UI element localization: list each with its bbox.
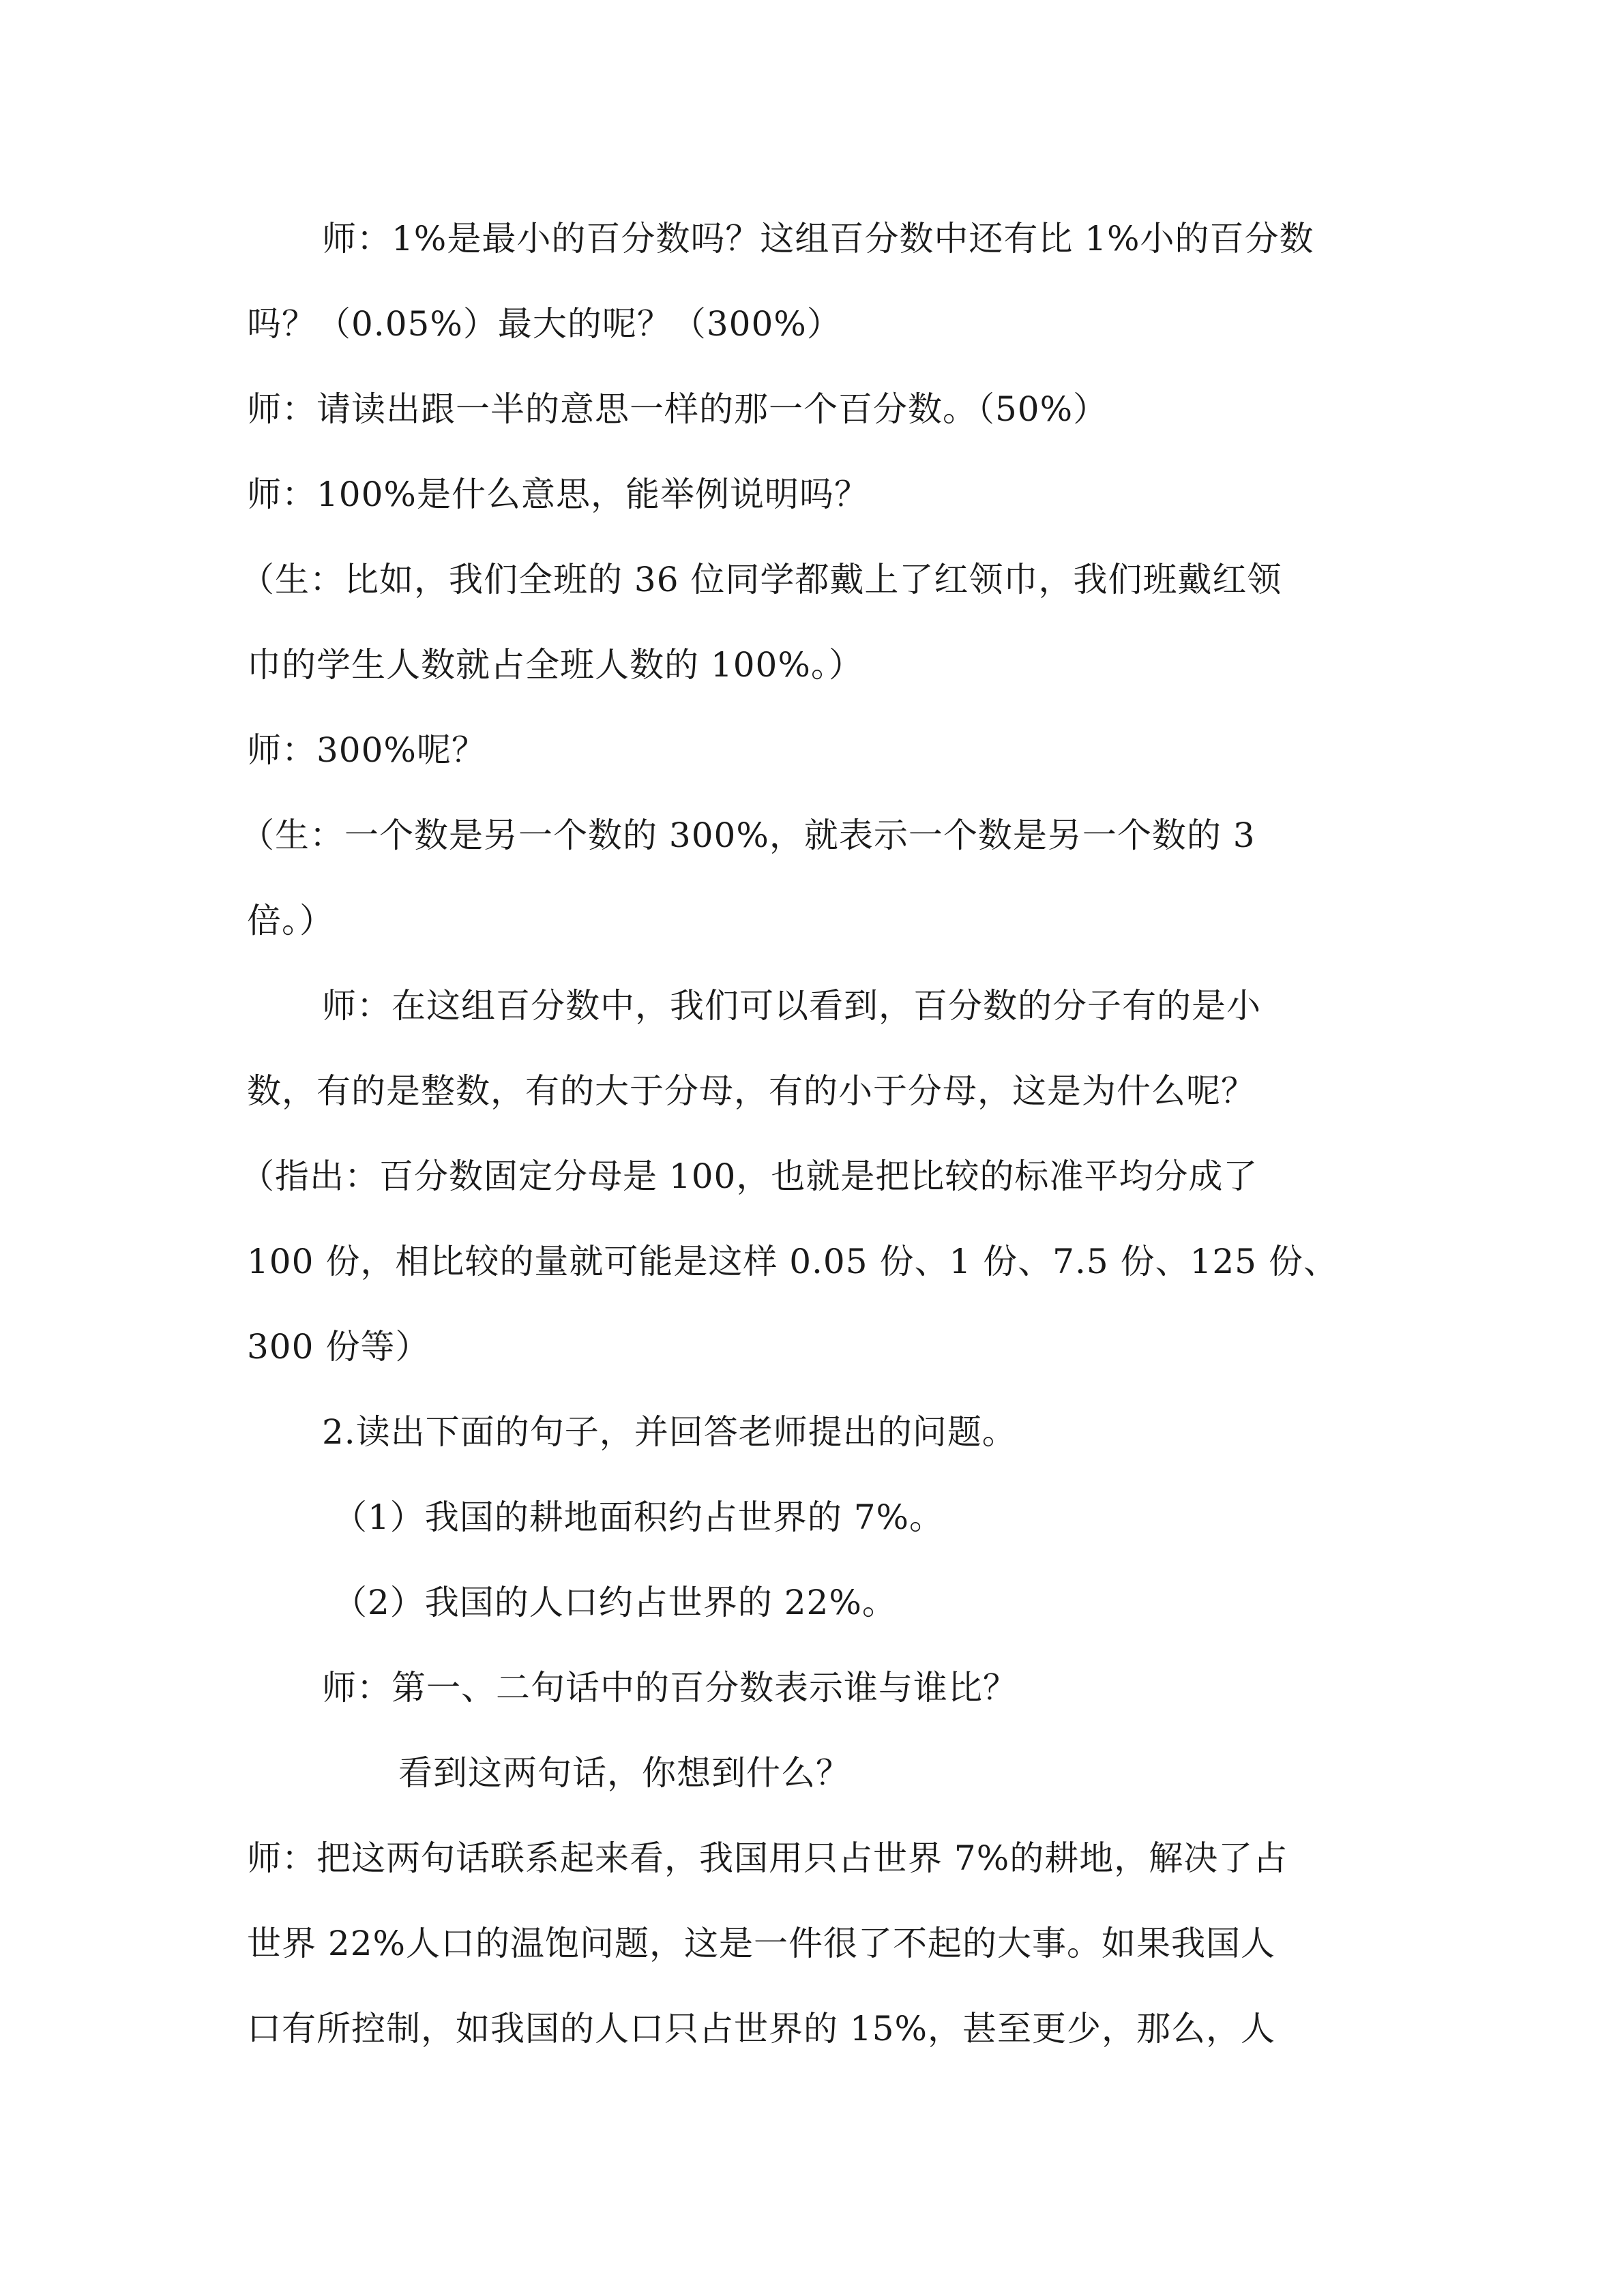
text-line: 师：在这组百分数中，我们可以看到，百分数的分子有的是小 [322,986,1261,1026]
text-line: 300 份等） [247,1327,430,1367]
text-line: 巾的学生人数就占全班人数的 100%。） [247,645,863,685]
text-line: 师：请读出跟一半的意思一样的那一个百分数。（50%） [247,389,1108,429]
text-line: 2.读出下面的句子，并回答老师提出的问题。 [322,1412,1017,1452]
text-line: （2）我国的人口约占世界的 22%。 [333,1583,897,1622]
text-line: 师：把这两句话联系起来看，我国用只占世界 7%的耕地，解决了占 [247,1838,1288,1878]
text-line: 师：100%是什么意思，能举例说明吗？ [247,475,869,514]
text-line: （1）我国的耕地面积约占世界的 7%。 [333,1497,945,1537]
text-line: 师：1%是最小的百分数吗？这组百分数中还有比 1%小的百分数 [322,219,1314,258]
text-line: 看到这两句话，你想到什么？ [398,1753,851,1793]
text-line: 师：第一、二句话中的百分数表示谁与谁比？ [322,1668,1018,1708]
text-line: 师：300%呢？ [247,730,486,770]
text-line: 口有所控制，如我国的人口只占世界的 15%，甚至更少，那么，人 [247,2009,1276,2048]
text-line: 倍。） [247,901,334,940]
text-line: （生：比如，我们全班的 36 位同学都戴上了红领巾，我们班戴红领 [240,560,1282,599]
text-line: （指出：百分数固定分母是 100，也就是把比较的标准平均分成了 [240,1157,1258,1196]
text-line: （生：一个数是另一个数的 300%，就表示一个数是另一个数的 3 [240,816,1256,855]
text-line: 世界 22%人口的温饱问题，这是一件很了不起的大事。如果我国人 [247,1924,1276,1963]
text-line: 吗？（0.05%）最大的呢？（300%） [247,304,842,344]
text-line: 数，有的是整数，有的大于分母，有的小于分母，这是为什么呢？ [247,1071,1256,1111]
text-line: 100 份，相比较的量就可能是这样 0.05 份、1 份、7.5 份、125 份、 [247,1242,1338,1281]
